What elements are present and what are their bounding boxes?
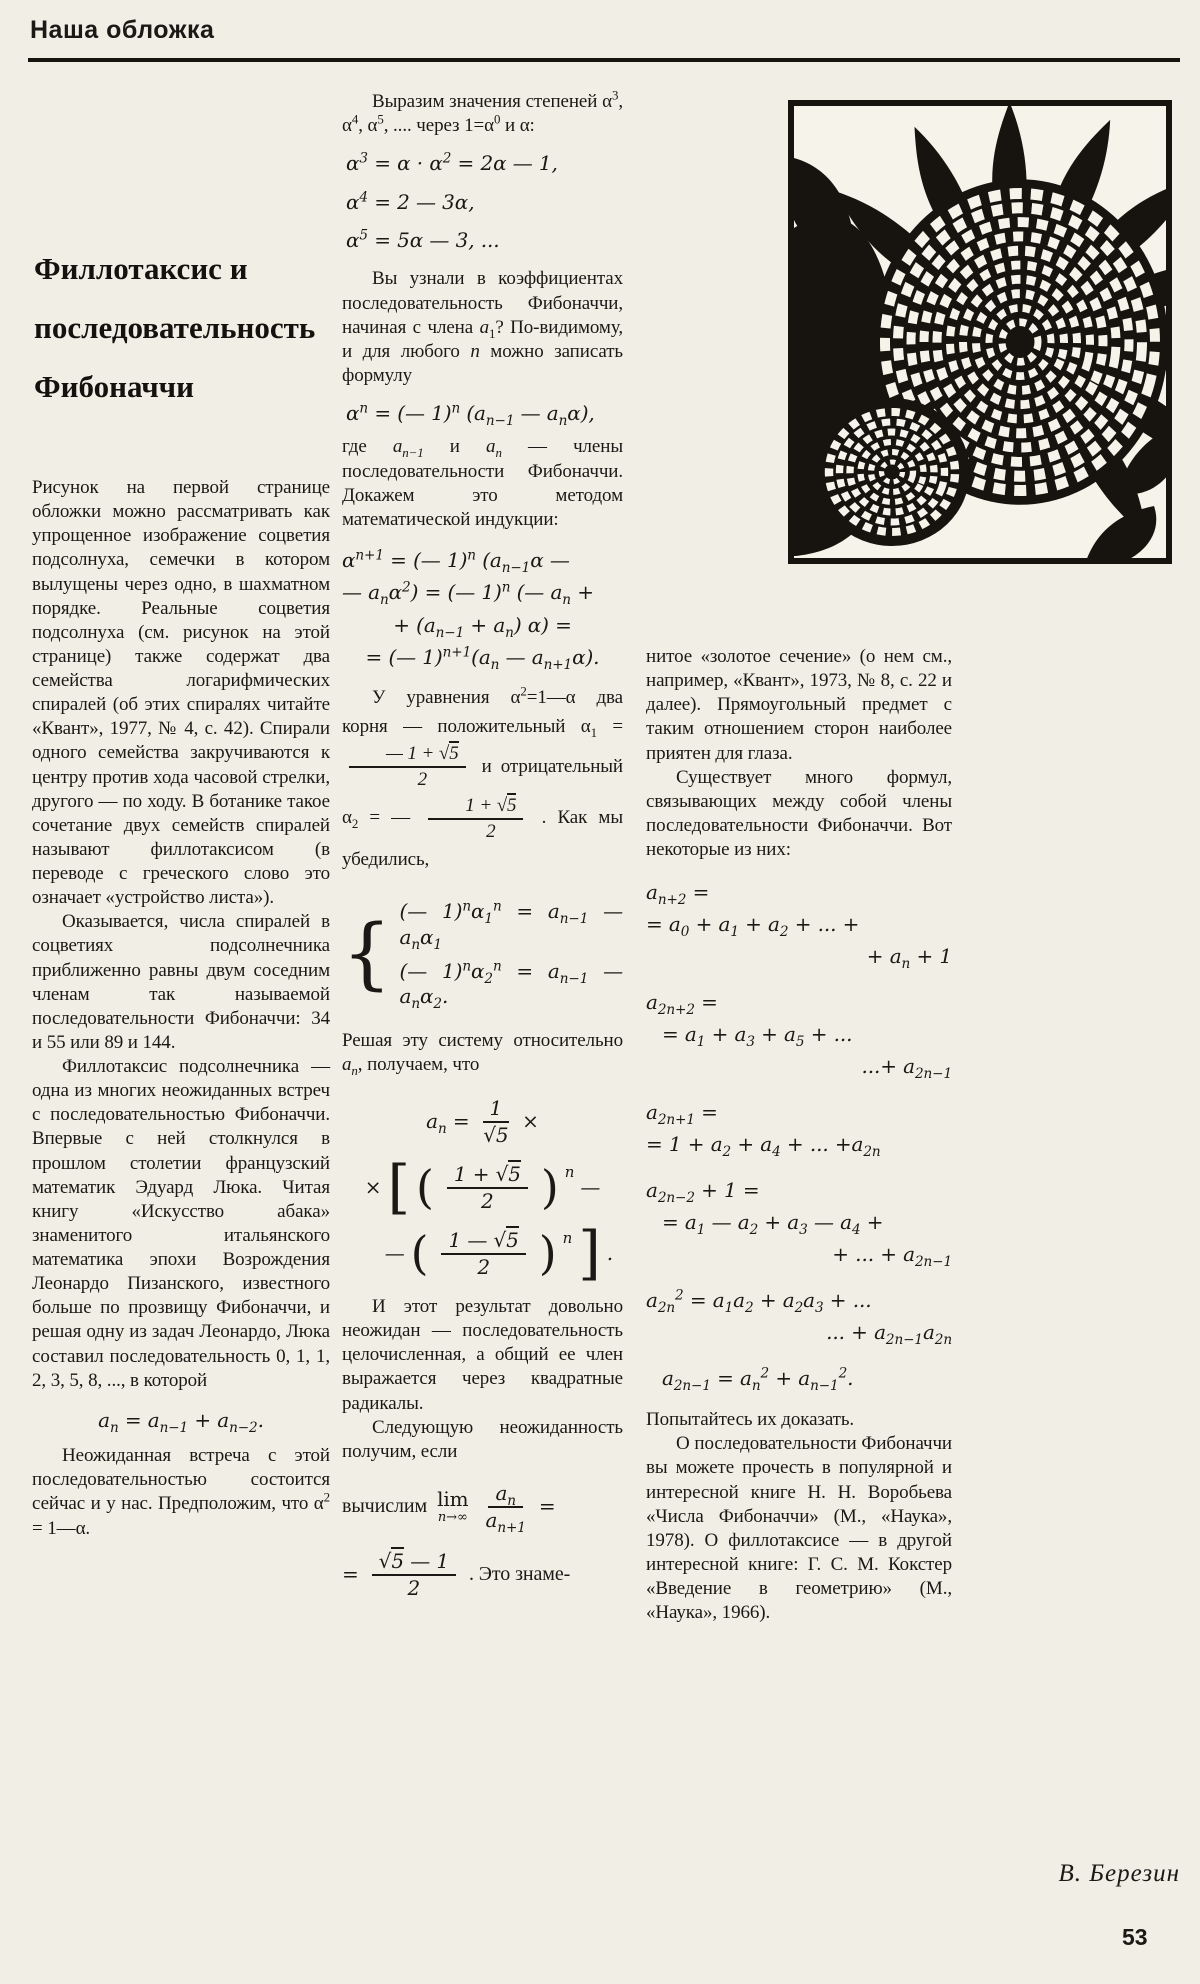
header-rule bbox=[28, 58, 1180, 62]
middle-column bbox=[342, 87, 624, 1602]
fibonacci-identity: $a_{2n}^2 = a_1a_2 + a_2a_3$ + ... ... + $a_{2n-1}a_{2n}$ bbox=[646, 1287, 952, 1349]
paragraph: Следующую неожиданность получим, если bbox=[342, 1416, 623, 1462]
fraction: $\frac{1 + √5}{2}$ bbox=[428, 795, 523, 843]
right-column bbox=[646, 645, 952, 1625]
paragraph: Решая эту систему относительно $a_n$, получаем, что bbox=[342, 1029, 623, 1078]
left-column bbox=[32, 476, 330, 1541]
fibonacci-identity: $a_{n+2}$ = = $a_0 + a_1 + a_2$ + ... + + $a_n + 1$ bbox=[646, 880, 952, 973]
section-masthead: Наша обложка bbox=[30, 16, 215, 44]
article-title: Филлотаксис и последовательность Фибоначчи bbox=[34, 251, 316, 404]
fibonacci-identity: $a_{2n+1}$ = = $1 + a_2 + a_4$ + ... $+a_{2n}$ bbox=[646, 1100, 881, 1161]
paragraph: Попытайтесь их доказать. bbox=[646, 1409, 855, 1431]
fibonacci-identity: $a_{2n-1} = a_n^2 + a_{n-1}^2$. bbox=[662, 1365, 854, 1395]
fraction: $\frac{1 — √5}{2}$ bbox=[441, 1229, 525, 1279]
recurrence-formula: $a_n = a_{n-1} + a_{n-2}$. bbox=[98, 1407, 264, 1436]
paragraph: Оказывается, числа спиралей в соцветиях подсолнечника приближенно равны двум соседним членам так называемой последовательности Фибоначчи: 34 и 55 или 89 и 144. bbox=[32, 911, 330, 1053]
binet-formula: $a_n$ = $\frac{1}{√5}$ × × [ ( $\frac{1 + √5}{2}$ ) n — — ( $\frac{1 — √5}{2}$ ) n ] . bbox=[364, 1096, 613, 1288]
fraction: $\frac{1}{√5}$ bbox=[483, 1096, 509, 1147]
fraction: $\frac{— 1 + √5}{2}$ bbox=[349, 743, 466, 791]
sunflower-icon bbox=[788, 100, 1172, 564]
induction-derivation: $\alpha^{n+1}$ = (— 1)$^n$ ($a_{n-1}\alpha$ — — $a_n\alpha^2$) = (— 1)$^n$ (— $a_n$ + + $(a_{n-1} + a_n) \alpha$) = = (— $1)^{n+1}(a_n$ — $a_{n+1}\alpha$). bbox=[342, 547, 600, 674]
power-formula: $\alpha^3 = \alpha \cdot \alpha^2 = 2\alpha$ — 1, bbox=[346, 150, 558, 176]
fraction: $\frac{1 + √5}{2}$ bbox=[447, 1163, 528, 1213]
paragraph: Выразим значения степеней $\alpha^3$, $\alpha^4$, $\alpha^5$, .... через $1=\alpha^0$ и α: bbox=[342, 87, 623, 137]
limit-formula: вычислим lim n→∞ $\frac{a_n}{a_{n+1}}$ = bbox=[342, 1480, 556, 1536]
paragraph: Филлотаксис подсолнечника — одна из многих неожиданных встреч с последовательностью Фибоначчи. Впервые с ней столкнулся в прошлом столетии французский математик Эдуард Люка. Читая книгу «Искусство абака» знаменитого итальянского математика эпохи Возрождения Леонардо Пизанского, известного больше по прозвищу Фибоначчи, и решая одну из задач Леонардо, Люка составил последовательность 0, 1, 1, 2, 3, 5, 8, ..., в которой bbox=[32, 1056, 330, 1391]
general-term-formula: $\alpha^n$ = (— 1)$^n$ ($a_{n-1}$ — $a_n\alpha$), bbox=[346, 400, 595, 430]
power-formula: $\alpha^5 = 5\alpha$ — 3, ... bbox=[346, 227, 500, 253]
paragraph: где $a_{n-1}$ и $a_n$ — члены последовательности Фибоначчи. Докажем это методом математической индукции: bbox=[342, 436, 624, 530]
power-formula: $\alpha^4 = 2$ — 3α, bbox=[346, 188, 475, 214]
limit-result: = $\frac{√5 — 1}{2}$ . Это знаме- bbox=[342, 1548, 571, 1600]
fraction: $\frac{√5 — 1}{2}$ bbox=[372, 1550, 456, 1600]
paragraph: И этот результат довольно неожидан — последовательность целочисленная, а общий ее член выражается через квадратные радикалы. bbox=[342, 1296, 623, 1414]
system-brace: { bbox=[342, 909, 392, 1000]
paragraph: Рисунок на первой странице обложки можно рассматривать как упрощенное изображение соцветия подсолнуха, семечки в котором вылущены через одно, в шахматном порядке. Реальные соцветия подсолнуха (см. рисунок на этой странице) также содержат два семейства логарифмических спиралей (об этих спиралях читайте «Квант», 1977, № 4, с. 42). Спирали одного семейства закручиваются к центру против хода часовой стрелки, другого — по ходу. В ботанике такое сочетание двух семейств спиралей называют филлотаксисом (в переводе с греческого слово это означает «устройство листа»). bbox=[32, 477, 330, 909]
paragraph: нитое «золотое сечение» (о нем см., например, «Квант», 1973, № 8, с. 22 и далее). Прямоугольный предмет с таким отношением сторон наиболее приятен для глаза. bbox=[646, 646, 952, 764]
cover-illustration bbox=[788, 100, 1172, 564]
equation-system: { (— $1)^n\alpha_1^n = a_{n-1}$ — $a_n\alpha_1$ (— $1)^n\alpha_2^n = a_{n-1}$ — $a_n\alpha_2$. bbox=[342, 898, 623, 1013]
paragraph: Вы узнали в коэффициентах последовательность Фибоначчи, начиная с члена $a_1$? По-видимому, и для любого n можно записать формулу bbox=[342, 268, 623, 386]
paragraph: Существует много формул, связывающих между собой члены последовательности Фибоначчи. Вот некоторые из них: bbox=[646, 766, 952, 860]
paragraph: О последовательности Фибоначчи вы можете прочесть в популярной и интересной книге Н. Н. Воробьева «Числа Фибоначчи» (М., «Наука», 1978). О филлотаксисе — в другой интересной книге: Г. С. М. Кокстер «Введение в геометрию» (М., «Наука», 1966). bbox=[646, 1433, 952, 1624]
paragraph: Неожиданная встреча с этой последовательностью состоится сейчас и у нас. Предположим, что $\alpha^2$ = 1—α. bbox=[32, 1445, 330, 1539]
fraction: $\frac{a_n}{a_{n+1}}$ bbox=[485, 1480, 526, 1536]
page-number: 53 bbox=[1122, 1924, 1148, 1950]
fibonacci-identity: $a_{2n-2} + 1$ = = $a_1$ — $a_2 + a_3$ — $a_4$ + + ... + $a_{2n-1}$ bbox=[646, 1178, 952, 1271]
author-signature: В. Березин bbox=[1058, 1860, 1180, 1887]
fibonacci-identity: $a_{2n+2}$ = = $a_1 + a_3 + a_5$ + ... ...+ $a_{2n-1}$ bbox=[646, 990, 952, 1083]
limit-operator: lim n→∞ bbox=[437, 1487, 469, 1526]
seed-head-small bbox=[814, 398, 969, 546]
roots-paragraph: У уравнения $\alpha^2=1—\alpha$ два корня — положительный $\alpha_1$ = $\frac{— 1 + √5}{2}$ и отрицательный $\alpha_2$ = — $\frac{1 + √5}{2}$ . Как мы убедились, bbox=[342, 683, 624, 870]
